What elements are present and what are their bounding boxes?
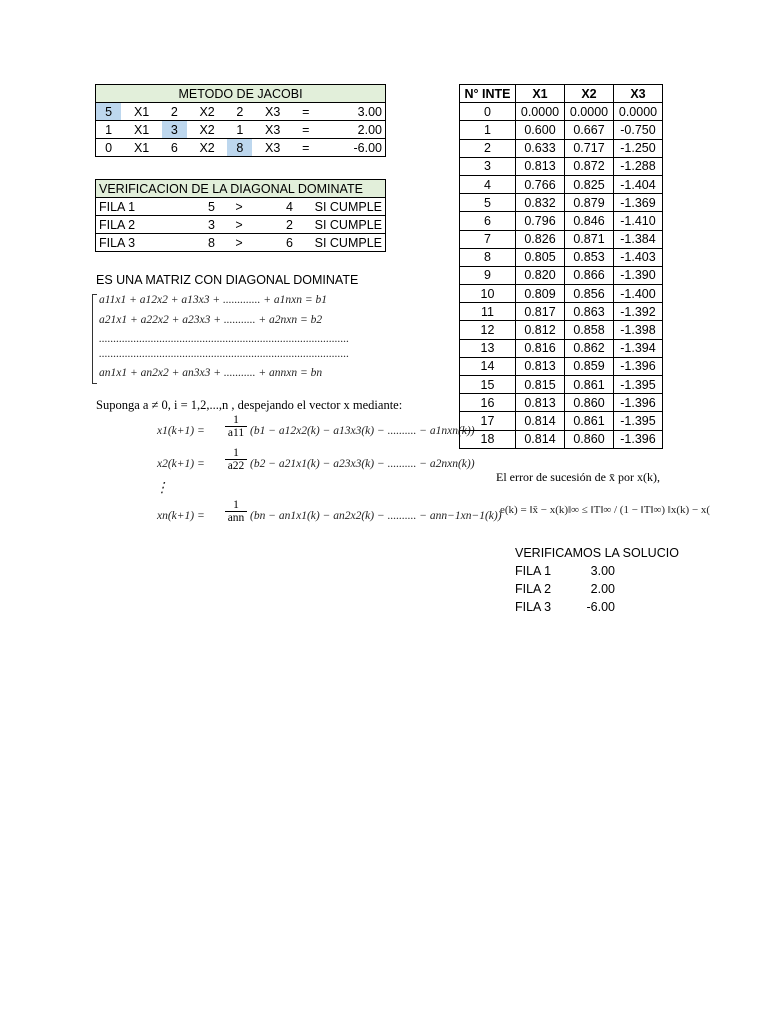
iteration-value: 0.866 — [565, 266, 614, 284]
formula-x2-fraction — [225, 447, 247, 472]
iteration-value: 0.814 — [516, 412, 565, 430]
vertical-dots: ⋮ — [155, 481, 169, 496]
diag-value: 5 — [182, 198, 218, 216]
rhs-cell: 2.00 — [318, 121, 385, 139]
iteration-value: 0.667 — [565, 121, 614, 139]
jacobi-row — [96, 139, 386, 157]
iteration-row — [460, 212, 663, 230]
iteration-row — [460, 412, 663, 430]
formula-x1-lhs: x1(k+1) = — [157, 425, 205, 437]
equals-cell: = — [293, 139, 318, 157]
formula-xn-rhs: (bn − an1x1(k) − an2x2(k) − .......... − ann−1xn−1(k)) — [250, 510, 502, 522]
diag-value: 8 — [182, 234, 218, 252]
iteration-row — [460, 339, 663, 357]
verify-row-label: FILA 3 — [515, 600, 552, 614]
iteration-value: 0.846 — [565, 212, 614, 230]
iteration-row — [460, 376, 663, 394]
iteration-value: -1.396 — [614, 430, 663, 448]
iteration-row — [460, 248, 663, 266]
iteration-value: 0.817 — [516, 303, 565, 321]
iteration-row — [460, 357, 663, 375]
iteration-value: 0.862 — [565, 339, 614, 357]
coef-cell: 5 — [96, 103, 122, 121]
suppose-text: Suponga a ≠ 0, i = 1,2,...,n , despejando el vector x mediante: — [96, 398, 403, 412]
formula-x1-rhs: (b1 − a12x2(k) − a13x3(k) − .......... − a1nxn(k)) — [250, 425, 475, 437]
iteration-number: 3 — [460, 157, 516, 175]
equals-cell: = — [293, 121, 318, 139]
equals-cell: = — [293, 103, 318, 121]
gt-sign: > — [218, 198, 260, 216]
iteration-value: 0.805 — [516, 248, 565, 266]
iteration-row — [460, 121, 663, 139]
rhs-cell: 3.00 — [318, 103, 385, 121]
iteration-value: 0.861 — [565, 376, 614, 394]
iteration-number: 10 — [460, 285, 516, 303]
var-cell: X1 — [121, 121, 162, 139]
result-text: SI CUMPLE — [296, 216, 386, 234]
iteration-row — [460, 321, 663, 339]
row-label: FILA 1 — [96, 198, 183, 216]
iteration-number: 14 — [460, 357, 516, 375]
iteration-value: 0.871 — [565, 230, 614, 248]
iteration-value: -1.410 — [614, 212, 663, 230]
iteration-value: -1.404 — [614, 175, 663, 193]
verify-row-label: FILA 2 — [515, 582, 552, 596]
iteration-row — [460, 394, 663, 412]
fraction-denominator: a11 — [227, 427, 245, 439]
gt-sign: > — [218, 216, 260, 234]
iteration-value: 0.860 — [565, 394, 614, 412]
iteration-value: 0.825 — [565, 175, 614, 193]
iteration-number: 2 — [460, 139, 516, 157]
error-title: El error de sucesión de x̄ por x(k), — [496, 470, 660, 484]
iteration-row — [460, 157, 663, 175]
iteration-number: 9 — [460, 266, 516, 284]
iteration-value: 0.820 — [516, 266, 565, 284]
iteration-value: 0.717 — [565, 139, 614, 157]
iteration-number: 13 — [460, 339, 516, 357]
iteration-value: 0.856 — [565, 285, 614, 303]
iteration-value: -1.395 — [614, 412, 663, 430]
iteration-row — [460, 266, 663, 284]
rhs-cell: -6.00 — [318, 139, 385, 157]
equation-dots-1: ....................................................................................... — [99, 333, 350, 345]
iteration-value: 0.813 — [516, 394, 565, 412]
iterations-header — [460, 85, 663, 103]
fraction-numerator: 1 — [225, 414, 247, 427]
iteration-value: -1.403 — [614, 248, 663, 266]
iteration-value: 0.858 — [565, 321, 614, 339]
verify-row-value: 2.00 — [590, 582, 615, 596]
verif-title: VERIFICACION DE LA DIAGONAL DOMINATE — [96, 180, 386, 198]
result-text: SI CUMPLE — [296, 198, 386, 216]
jacobi-row — [96, 121, 386, 139]
verify-title: VERIFICAMOS LA SOLUCIO — [515, 546, 679, 560]
iteration-value: -1.396 — [614, 357, 663, 375]
iteration-value: -1.390 — [614, 266, 663, 284]
sum-value: 6 — [260, 234, 296, 252]
iteration-value: -1.395 — [614, 376, 663, 394]
iteration-number: 11 — [460, 303, 516, 321]
iteration-value: 0.832 — [516, 194, 565, 212]
header-x1: X1 — [516, 85, 565, 103]
jacobi-title: METODO DE JACOBI — [96, 85, 386, 103]
iteration-value: 0.861 — [565, 412, 614, 430]
iteration-number: 4 — [460, 175, 516, 193]
iteration-value: -1.398 — [614, 321, 663, 339]
iteration-number: 12 — [460, 321, 516, 339]
coef-cell: 2 — [227, 103, 252, 121]
iteration-value: -1.396 — [614, 394, 663, 412]
iteration-row — [460, 139, 663, 157]
coef-cell: 1 — [227, 121, 252, 139]
gt-sign: > — [218, 234, 260, 252]
iteration-value: 0.863 — [565, 303, 614, 321]
iteration-value: 0.814 — [516, 430, 565, 448]
verif-row — [96, 198, 386, 216]
equation-row-2: a21x1 + a22x2 + a23x3 + ........... + a2nxn = b2 — [99, 314, 323, 326]
iteration-value: 0.633 — [516, 139, 565, 157]
iteration-number: 18 — [460, 430, 516, 448]
fraction-denominator: a22 — [227, 460, 245, 472]
coef-cell: 2 — [162, 103, 187, 121]
iteration-value: 0.826 — [516, 230, 565, 248]
var-cell: X3 — [252, 139, 293, 157]
iteration-value: -1.250 — [614, 139, 663, 157]
iteration-number: 15 — [460, 376, 516, 394]
var-cell: X2 — [187, 103, 228, 121]
iteration-value: 0.0000 — [516, 103, 565, 121]
iteration-value: 0.809 — [516, 285, 565, 303]
coef-cell: 3 — [162, 121, 187, 139]
equation-row-1: a11x1 + a12x2 + a13x3 + ............. + a1nxn = b1 — [99, 294, 327, 306]
verify-row — [515, 600, 679, 618]
diagonal-conclusion: ES UNA MATRIZ CON DIAGONAL DOMINATE — [96, 273, 359, 287]
iteration-value: 0.0000 — [614, 103, 663, 121]
iteration-value: 0.600 — [516, 121, 565, 139]
equation-dots-2: ....................................................................................... — [99, 348, 350, 360]
formula-x1-fraction — [225, 414, 247, 439]
iteration-value: -1.369 — [614, 194, 663, 212]
var-cell: X2 — [187, 139, 228, 157]
iteration-value: 0.859 — [565, 357, 614, 375]
iteration-value: 0.766 — [516, 175, 565, 193]
var-cell: X2 — [187, 121, 228, 139]
verify-row — [515, 582, 679, 600]
diagonal-verification-table — [95, 179, 386, 252]
iteration-row — [460, 430, 663, 448]
iteration-number: 17 — [460, 412, 516, 430]
verify-solution-block — [515, 546, 679, 618]
formula-x2-rhs: (b2 − a21x1(k) − a23x3(k) − .......... − a2nxn(k)) — [250, 458, 475, 470]
iteration-value: -1.288 — [614, 157, 663, 175]
iteration-value: 0.879 — [565, 194, 614, 212]
var-cell: X1 — [121, 103, 162, 121]
sum-value: 4 — [260, 198, 296, 216]
verify-row-value: 3.00 — [590, 564, 615, 578]
iteration-row — [460, 103, 663, 121]
jacobi-row — [96, 103, 386, 121]
var-cell: X1 — [121, 139, 162, 157]
iteration-number: 0 — [460, 103, 516, 121]
iteration-value: 0.0000 — [565, 103, 614, 121]
iteration-value: -1.384 — [614, 230, 663, 248]
iteration-value: -0.750 — [614, 121, 663, 139]
verif-row — [96, 216, 386, 234]
equation-row-n: an1x1 + an2x2 + an3x3 + ........... + annxn = bn — [99, 367, 323, 379]
iteration-value: 0.812 — [516, 321, 565, 339]
coef-cell: 1 — [96, 121, 122, 139]
diag-value: 3 — [182, 216, 218, 234]
result-text: SI CUMPLE — [296, 234, 386, 252]
header-iteration: N° INTE — [460, 85, 516, 103]
iteration-value: 0.796 — [516, 212, 565, 230]
verif-row — [96, 234, 386, 252]
verify-row-label: FILA 1 — [515, 564, 552, 578]
iteration-value: 0.860 — [565, 430, 614, 448]
var-cell: X3 — [252, 103, 293, 121]
iteration-number: 5 — [460, 194, 516, 212]
iteration-number: 8 — [460, 248, 516, 266]
iteration-value: 0.815 — [516, 376, 565, 394]
iteration-row — [460, 285, 663, 303]
formula-xn-lhs: xn(k+1) = — [157, 510, 205, 522]
jacobi-system-table — [95, 84, 386, 157]
row-label: FILA 3 — [96, 234, 183, 252]
coef-cell: 6 — [162, 139, 187, 157]
coef-cell: 8 — [227, 139, 252, 157]
formula-xn-fraction — [225, 499, 247, 524]
fraction-denominator: ann — [227, 512, 245, 524]
fraction-numerator: 1 — [225, 447, 247, 460]
error-formula: e(k) = ‖x̄ − x(k)‖∞ ≤ ‖T‖∞ / (1 − ‖T‖∞) ‖x(k) − x( — [500, 504, 711, 516]
header-x2: X2 — [565, 85, 614, 103]
iteration-row — [460, 175, 663, 193]
iteration-value: 0.813 — [516, 157, 565, 175]
fraction-numerator: 1 — [225, 499, 247, 512]
iteration-value: 0.816 — [516, 339, 565, 357]
iteration-value: -1.392 — [614, 303, 663, 321]
iteration-value: 0.853 — [565, 248, 614, 266]
iteration-number: 7 — [460, 230, 516, 248]
verify-row — [515, 564, 679, 582]
iteration-value: 0.813 — [516, 357, 565, 375]
iteration-number: 6 — [460, 212, 516, 230]
system-brace — [92, 294, 97, 384]
formula-x2-lhs: x2(k+1) = — [157, 458, 205, 470]
row-label: FILA 2 — [96, 216, 183, 234]
iteration-number: 1 — [460, 121, 516, 139]
var-cell: X3 — [252, 121, 293, 139]
iteration-value: 0.872 — [565, 157, 614, 175]
iteration-row — [460, 194, 663, 212]
verify-row-value: -6.00 — [586, 600, 615, 614]
iterations-table — [459, 84, 663, 449]
iteration-value: -1.400 — [614, 285, 663, 303]
header-x3: X3 — [614, 85, 663, 103]
iteration-value: -1.394 — [614, 339, 663, 357]
coef-cell: 0 — [96, 139, 122, 157]
sum-value: 2 — [260, 216, 296, 234]
iteration-number: 16 — [460, 394, 516, 412]
iteration-row — [460, 303, 663, 321]
iteration-row — [460, 230, 663, 248]
